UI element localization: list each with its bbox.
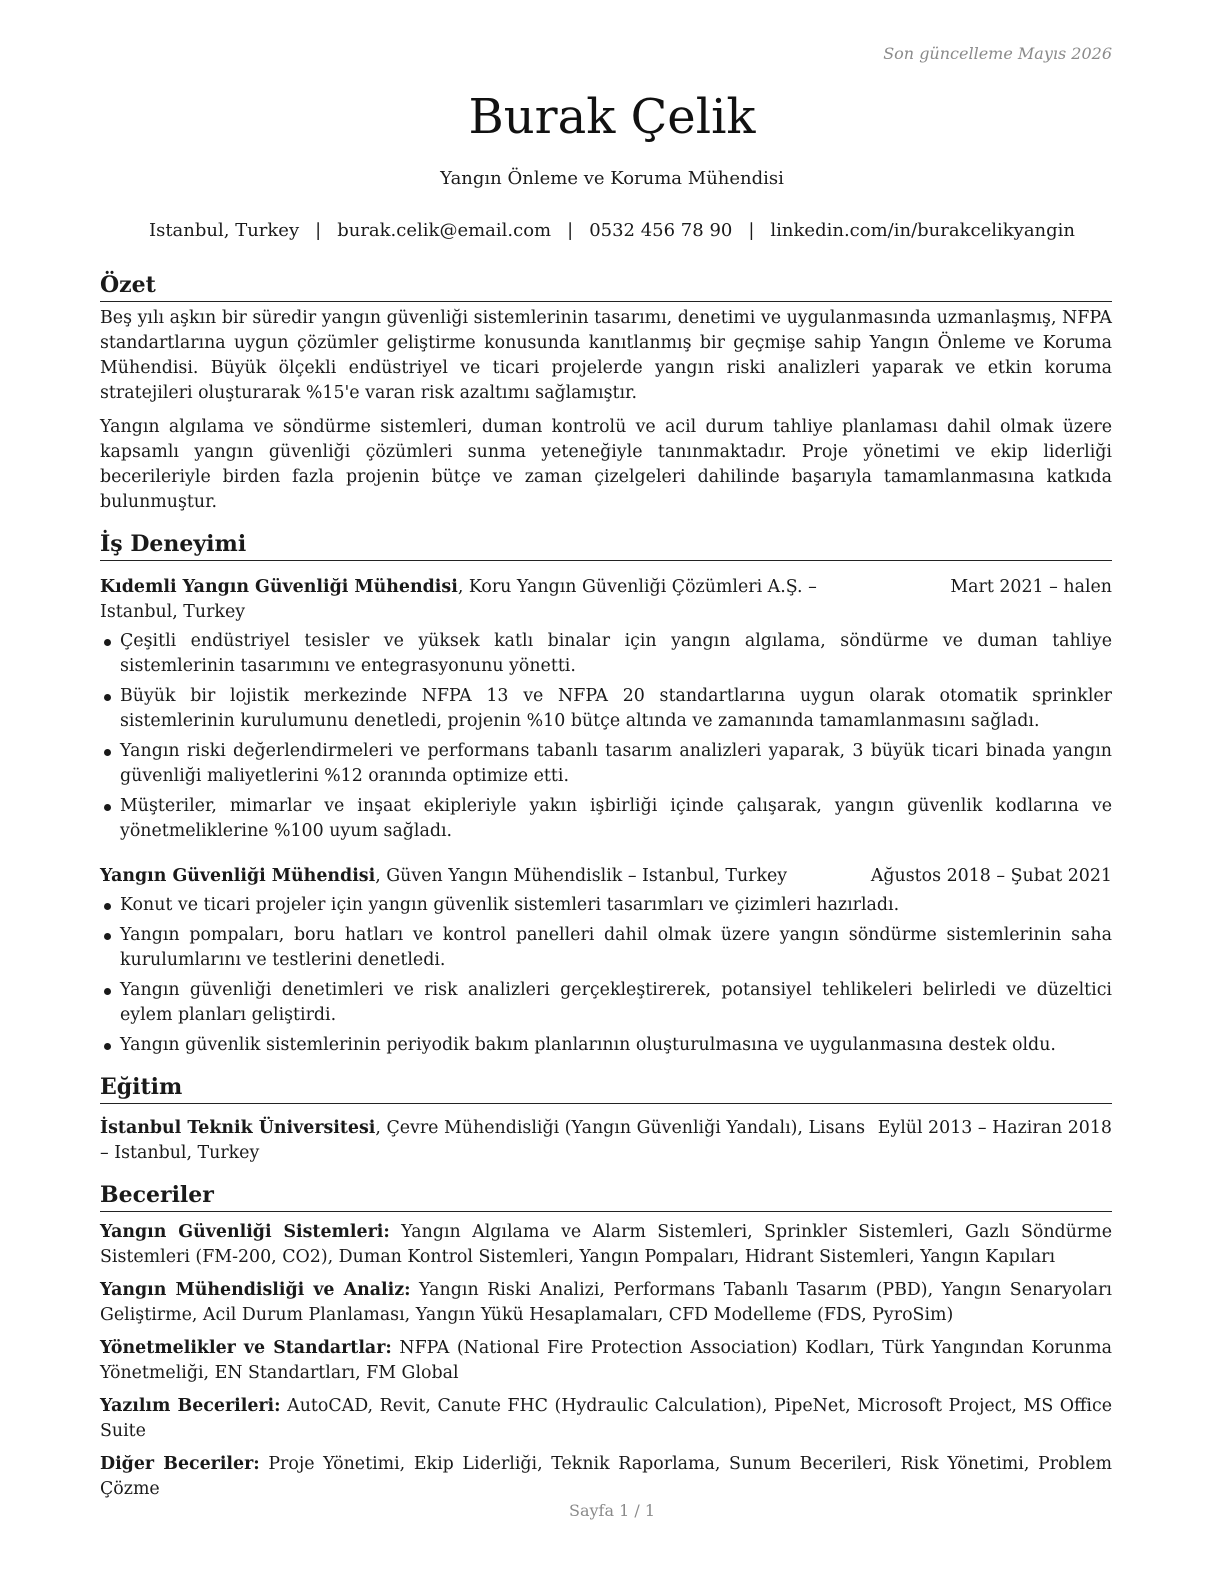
contact-linkedin[interactable]: linkedin.com/in/burakcelikyangin	[770, 220, 1076, 241]
job-position: Yangın Güvenliği Mühendisi	[100, 866, 376, 886]
summary-paragraph: Beş yılı aşkın bir süredir yangın güvenliği sistemlerinin tasarımı, denetimi ve uygulanmasında uzmanlaşmış, NFPA standartlarına uygun çözümler geliştirme konusunda kanıtlanmış bir geçmişe sahip Yangın Önleme ve Koruma Mühendisi. Büyük ölçekli endüstriyel ve ticari projelerde yangın riski analizleri yaparak ve etkin koruma stratejileri oluşturarak %15'e varan risk azaltımı sağlamıştır.	[100, 308, 1112, 403]
job-title: Yangın Önleme ve Koruma Mühendisi	[440, 168, 784, 189]
bullet-icon	[104, 903, 111, 910]
candidate-name: Burak Çelik	[468, 89, 756, 145]
job-company: , Koru Yangın Güvenliği Çözümleri A.Ş. – Istanbul, Turkey	[100, 577, 817, 622]
skill-group: Yönetmelikler ve Standartlar: NFPA (National Fire Protection Association) Kodları, Türk Yangından Korunma Yönetmeliği, EN Standartları, FM Global	[100, 1338, 1112, 1383]
education-section	[100, 1072, 1112, 1166]
summary-heading: Özet	[100, 270, 1112, 302]
job-dates: Mart 2021 – halen	[950, 577, 1112, 597]
bullet-icon	[104, 749, 111, 756]
skill-group: Yazılım Becerileri: AutoCAD, Revit, Canute FHC (Hydraulic Calculation), PipeNet, Microsoft Project, MS Office Suite	[100, 1396, 1112, 1441]
list-item: Çeşitli endüstriyel tesisler ve yüksek katlı binalar için yangın algılama, söndürme ve duman tahliye sistemlerinin tasarımını ve entegrasyonunu yönetti.	[100, 629, 1112, 679]
list-item: Müşteriler, mimarlar ve inşaat ekipleriyle yakın işbirliği içinde çalışarak, yangın güvenlik kodlarına ve yönetmeliklerine %100 uyum sağladı.	[100, 794, 1112, 844]
skills-section	[100, 1180, 1112, 1502]
job-bullets	[100, 629, 1112, 844]
summary-paragraph: Yangın algılama ve söndürme sistemleri, duman kontrolü ve acil durum tahliye planlaması dahil olmak üzere kapsamlı yangın güvenliği çözümleri sunma yeteneğiyle tanınmaktadır. Proje yönetimi ve ekip liderliği becerileriyle birden fazla projenin bütçe ve zaman çizelgeleri dahilinde başarıyla tamamlanmasına katkıda bulunmuştur.	[100, 417, 1112, 512]
job-entry	[100, 864, 1112, 1058]
contact-email[interactable]: burak.celik@email.com	[337, 220, 552, 241]
list-item: Konut ve ticari projeler için yangın güvenlik sistemleri tasarımları ve çizimleri hazırladı.	[100, 893, 1112, 918]
bullet-icon	[104, 988, 111, 995]
bullet-icon	[104, 933, 111, 940]
job-header	[100, 864, 1112, 889]
separator: |	[567, 220, 574, 241]
resume-body	[100, 270, 1112, 1502]
skill-group: Yangın Mühendisliği ve Analiz: Yangın Riski Analizi, Performans Tabanlı Tasarım (PBD), Yangın Senaryoları Geliştirme, Acil Durum Planlaması, Yangın Yükü Hesaplamaları, CFD Modelleme (FDS, PyroSim)	[100, 1280, 1112, 1325]
list-item: Yangın riski değerlendirmeleri ve performans tabanlı tasarım analizleri yaparak, 3 büyük ticari binada yangın güvenliği maliyetlerini %12 oranında optimize etti.	[100, 739, 1112, 789]
contact-phone: 0532 456 78 90	[589, 220, 733, 241]
list-item: Yangın güvenliği denetimleri ve risk analizleri gerçekleştirerek, potansiyel tehlikeleri belirledi ve düzeltici eylem planları geliştirdi.	[100, 978, 1112, 1028]
contact-location: Istanbul, Turkey	[148, 220, 300, 241]
job-header	[100, 575, 1112, 625]
education-dates: Eylül 2013 – Haziran 2018	[877, 1118, 1112, 1138]
job-company: , Güven Yangın Mühendislik – Istanbul, Turkey	[375, 866, 788, 886]
degree-info: , Çevre Mühendisliği (Yangın Güvenliği Yandalı), Lisans – Istanbul, Turkey	[100, 1118, 866, 1163]
education-heading: Eğitim	[100, 1072, 1112, 1104]
experience-heading: İş Deneyimi	[100, 529, 1112, 561]
job-position: Kıdemli Yangın Güvenliği Mühendisi	[100, 577, 458, 597]
list-item: Yangın pompaları, boru hatları ve kontrol panelleri dahil olmak üzere yangın söndürme sistemlerinin saha kurulumlarını ve testlerini denetledi.	[100, 923, 1112, 973]
school-name: İstanbul Teknik Üniversitesi	[100, 1118, 376, 1138]
job-entry	[100, 575, 1112, 844]
list-item: Yangın güvenlik sistemlerinin periyodik bakım planlarının oluşturulmasına ve uygulanmasına destek oldu.	[100, 1033, 1112, 1058]
summary-section	[100, 270, 1112, 515]
skill-group: Diğer Beceriler: Proje Yönetimi, Ekip Liderliği, Teknik Raporlama, Sunum Becerileri, Risk Yönetimi, Problem Çözme	[100, 1454, 1112, 1499]
list-item: Büyük bir lojistik merkezinde NFPA 13 ve NFPA 20 standartlarına uygun olarak otomatik sprinkler sistemlerinin kurulumunu denetledi, projenin %10 bütçe altında ve zamanında tamamlanmasını sağladı.	[100, 684, 1112, 734]
page-number: Sayfa 1 / 1	[568, 1501, 655, 1520]
bullet-icon	[104, 694, 111, 701]
separator: |	[315, 220, 322, 241]
skill-group: Yangın Güvenliği Sistemleri: Yangın Algılama ve Alarm Sistemleri, Sprinkler Sistemleri, Gazlı Söndürme Sistemleri (FM-200, CO2), Duman Kontrol Sistemleri, Yangın Pompaları, Hidrant Sistemleri, Yangın Kapıları	[100, 1222, 1112, 1267]
bullet-icon	[104, 804, 111, 811]
education-entry	[100, 1116, 1112, 1166]
contact-line	[0, 218, 1224, 244]
job-bullets	[100, 893, 1112, 1058]
separator: |	[748, 220, 755, 241]
last-updated: Son güncelleme Mayıs 2026	[883, 44, 1112, 63]
experience-section	[100, 529, 1112, 1058]
bullet-icon	[104, 639, 111, 646]
bullet-icon	[104, 1043, 111, 1050]
skills-heading: Beceriler	[100, 1180, 1112, 1212]
job-dates: Ağustos 2018 – Şubat 2021	[870, 866, 1112, 886]
